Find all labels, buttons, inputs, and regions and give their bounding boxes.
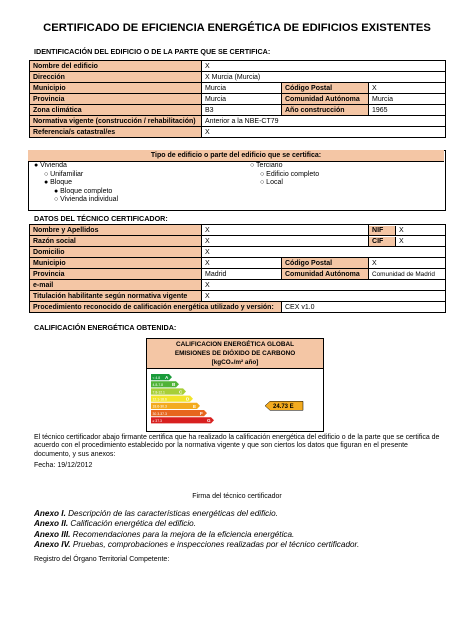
nombre-label: Nombre del edificio — [30, 61, 202, 72]
table-row — [30, 280, 446, 291]
ident-heading: IDENTIFICACIÓN DEL EDIFICIO O DE LA PARTE QUE SE CERTIFICA: — [34, 47, 271, 56]
zona-value: B3 — [202, 105, 282, 116]
table-row — [30, 61, 446, 72]
titulacion-value: X — [202, 291, 446, 302]
rating-box-header — [147, 339, 323, 369]
rating-bar-letter: G — [207, 418, 211, 424]
cif-value: X — [399, 237, 404, 245]
table-row — [30, 247, 446, 258]
rating-title-line2: EMISIONES DE DIÓXIDO DE CARBONO — [174, 350, 296, 357]
razon-label: Razón social — [30, 236, 202, 247]
tecnico-cp-value: X — [369, 258, 446, 269]
list-item: ● Bloque completo — [54, 187, 113, 195]
list-item — [34, 530, 359, 540]
tecnico-provincia-value: Madrid — [202, 269, 282, 280]
declaration-text: El técnico certificador abajo firmante certifica que ha realizado la calificación energética del edificio o de la parte que se certifica de acuerdo con el procedimiento establecido por la normativa vigente y que son ciertos los datos que figuran en el presente documento, y sus anexos: — [34, 434, 440, 458]
anio-value: 1965 — [369, 105, 446, 116]
fecha: Fecha: 19/12/2012 — [34, 462, 93, 469]
anexo-label: Anexo IV. — [34, 540, 71, 550]
rating-result-label: 24.73 E — [273, 404, 294, 411]
cp-value: X — [369, 83, 446, 94]
tecnico-ca-label: Comunidad Autónoma — [282, 269, 369, 280]
anexo-label: Anexo II. — [34, 519, 69, 529]
table-row — [30, 83, 446, 94]
tipo-left-list — [34, 162, 118, 205]
list-item: ○ Local — [260, 179, 283, 187]
rating-scale — [147, 369, 323, 431]
cif-label: CIF — [369, 237, 396, 246]
municipio-value: Murcia — [202, 83, 282, 94]
rating-bar-range: 12.1-18.6 — [152, 397, 167, 402]
rating-bar-range: 30.3-37.3 — [152, 411, 167, 416]
razon-value: X — [202, 236, 369, 247]
direccion-value: X Murcia (Murcia) — [202, 72, 446, 83]
anexo-text: Pruebas, comprobaciones e inspecciones realizadas por el técnico certificador. — [70, 540, 360, 550]
tipo-heading: Tipo de edificio o parte del edificio que se certifica: — [28, 150, 444, 162]
rating-bar-letter: F — [200, 411, 203, 416]
tecnico-ca-value: Comunidad de Madrid — [369, 269, 446, 280]
table-row — [30, 105, 446, 116]
tecnico-nombre-value: X — [202, 225, 369, 236]
table-row — [30, 258, 446, 269]
provincia-label: Provincia — [30, 94, 202, 105]
firma-label: Firma del técnico certificador — [192, 493, 282, 500]
rating-bar-range: 7.8-12.1 — [152, 390, 165, 395]
normativa-label: Normativa vigente (construcción / rehabilitación) — [30, 116, 202, 127]
tecnico-provincia-label: Provincia — [30, 269, 202, 280]
rating-bar-letter: E — [193, 403, 197, 409]
list-item: ○ Vivienda individual — [54, 196, 119, 204]
domicilio-label: Domicilio — [30, 247, 202, 258]
tecnico-heading: DATOS DEL TÉCNICO CERTIFICADOR: — [34, 214, 168, 223]
email-label: e-mail — [30, 280, 202, 291]
tipo-right-list — [250, 162, 319, 188]
registro-label: Registro del Órgano Territorial Competente: — [34, 556, 170, 563]
zona-label: Zona climática — [30, 105, 202, 116]
tecnico-table — [29, 224, 446, 313]
procedimiento-value: CEX v1.0 — [282, 302, 446, 313]
anexo-label: Anexo III. — [34, 529, 71, 539]
list-item — [34, 509, 359, 519]
list-item: ○ Edificio completo — [260, 170, 320, 178]
rating-bar-letter: C — [179, 389, 183, 395]
list-item: ○ Terciario — [250, 162, 283, 169]
table-row — [30, 127, 446, 138]
anexo-text: Recomendaciones para la mejora de la eficiencia energética. — [70, 529, 295, 539]
table-row — [30, 291, 446, 302]
procedimiento-label: Procedimiento reconocido de calificación energética utilizado y versión: — [30, 302, 282, 313]
anio-label: Año construcción — [282, 105, 369, 116]
nif-label: NIF — [369, 226, 396, 235]
normativa-value: Anterior a la NBE-CT79 — [202, 116, 446, 127]
list-item — [34, 540, 359, 550]
anexo-label: Anexo I. — [34, 509, 66, 518]
table-row — [30, 72, 446, 83]
tecnico-cp-label: Código Postal — [282, 258, 369, 269]
cp-label: Código Postal — [282, 83, 369, 94]
document-title: CERTIFICADO DE EFICIENCIA ENERGÉTICA DE EDIFICIOS EXISTENTES — [43, 22, 431, 34]
ident-table — [29, 60, 446, 138]
list-item: ● Vivienda — [34, 162, 67, 169]
table-row — [30, 94, 446, 105]
provincia-value: Murcia — [202, 94, 282, 105]
table-row — [30, 116, 446, 127]
nif-value: X — [399, 226, 404, 234]
rating-bar-letter: B — [172, 382, 176, 388]
anexo-text: Calificación energética del edificio. — [68, 519, 197, 529]
rating-bar-letter: A — [165, 375, 169, 380]
rating-bar-range: 4.8-7.8 — [152, 383, 164, 388]
rating-box — [146, 338, 324, 432]
tecnico-municipio-value: X — [202, 258, 282, 269]
email-value: X — [202, 280, 446, 291]
nombre-value: X — [202, 61, 446, 72]
rating-bar-range: 18.6-30.3 — [152, 404, 167, 409]
rating-bar-range: ≥ 37.3 — [152, 419, 162, 424]
table-row — [30, 236, 446, 247]
rating-title-line1: CALIFICACION ENERGÉTICA GLOBAL — [176, 341, 294, 348]
list-item: ● Bloque — [44, 179, 72, 187]
ref-value: X — [202, 127, 446, 138]
domicilio-value: X — [202, 247, 446, 258]
ca-label: Comunidad Autónoma — [282, 94, 369, 105]
tecnico-nombre-label: Nombre y Apellidos — [30, 225, 202, 236]
titulacion-label: Titulación habilitante según normativa vigente — [30, 291, 202, 302]
table-row — [30, 269, 446, 280]
table-row — [30, 302, 446, 313]
ref-label: Referencia/s catastral/es — [30, 127, 202, 138]
rating-bar-letter: D — [186, 396, 190, 402]
ca-value: Murcia — [369, 94, 446, 105]
list-item: ○ Unifamiliar — [44, 170, 84, 178]
anexo-text: Descripción de las características energéticas del edificio. — [65, 509, 278, 518]
tecnico-municipio-label: Municipio — [30, 258, 202, 269]
municipio-label: Municipio — [30, 83, 202, 94]
rating-bar-range: < 4.8 — [152, 375, 161, 380]
rating-title-line3: [kgCO₂/m² año] — [211, 359, 259, 366]
calificacion-heading: CALIFICACIÓN ENERGÉTICA OBTENIDA: — [34, 323, 177, 332]
table-row — [30, 225, 446, 236]
anexos-list — [34, 509, 359, 551]
list-item — [34, 519, 359, 529]
direccion-label: Dirección — [30, 72, 202, 83]
